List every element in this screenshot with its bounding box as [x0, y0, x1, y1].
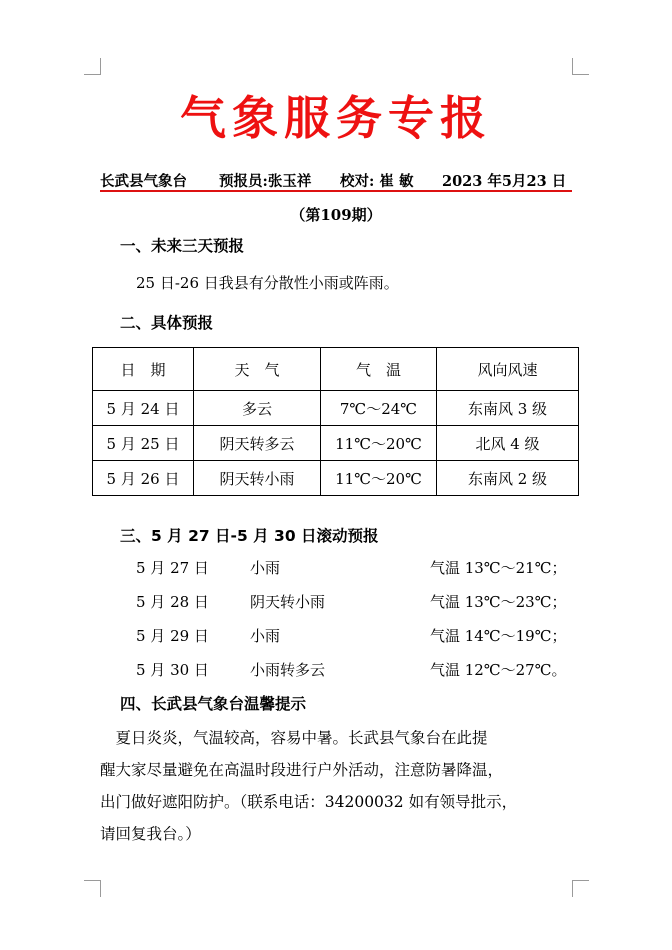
- rolling-weather: 小雨: [250, 627, 281, 645]
- section-heading: 一、未来三天预报: [120, 237, 245, 255]
- forecaster: 预报员:张玉祥: [219, 173, 312, 190]
- cell-date: 5 月 25 日: [93, 426, 194, 461]
- cell-weather: 阴天转小雨: [194, 461, 321, 496]
- cell-wind: 东南风 3 级: [437, 391, 579, 426]
- table-header-row: [93, 348, 579, 391]
- reviewer: 校对: 崔 敏: [340, 173, 414, 190]
- station-name: 长武县气象台: [100, 173, 187, 190]
- cell-weather: 阴天转多云: [194, 426, 321, 461]
- rolling-forecast-row: [136, 659, 576, 681]
- rolling-date: 5 月 30 日: [136, 661, 209, 679]
- rolling-temp: 气温 13℃～21℃；: [430, 559, 567, 577]
- document-title: 气象服务专报: [180, 91, 492, 145]
- rolling-weather: 阴天转小雨: [250, 593, 326, 611]
- page-corner-mark: [572, 58, 589, 75]
- column-header: 气 温: [321, 348, 437, 391]
- section-heading: 二、具体预报: [120, 314, 214, 332]
- cell-weather: 多云: [194, 391, 321, 426]
- tips-line: 请回复我台。）: [100, 825, 201, 843]
- rolling-weather: 小雨: [250, 559, 281, 577]
- three-day-summary: 25 日-26 日我县有分散性小雨或阵雨。: [136, 274, 399, 292]
- cell-wind: 北风 4 级: [437, 426, 579, 461]
- tips-paragraph: [100, 722, 574, 850]
- cell-wind: 东南风 2 级: [437, 461, 579, 496]
- tips-line: 夏日炎炎，气温较高，容易中暑。长武县气象台在此提: [100, 729, 488, 747]
- rolling-temp: 气温 14℃～19℃；: [430, 627, 567, 645]
- header-rule: [100, 190, 572, 192]
- section-heading: 四、长武县气象台温馨提示: [120, 695, 307, 713]
- rolling-forecast-row: [136, 557, 576, 579]
- rolling-forecast-row: [136, 591, 576, 613]
- page-corner-mark: [84, 880, 101, 897]
- issue-number: （第109期）: [290, 206, 382, 224]
- column-header: 天 气: [194, 348, 321, 391]
- cell-temp: 7℃～24℃: [321, 391, 437, 426]
- rolling-temp: 气温 12℃～27℃。: [430, 661, 567, 679]
- rolling-date: 5 月 27 日: [136, 559, 209, 577]
- section-heading: 三、5 月 27 日-5 月 30 日滚动预报: [120, 527, 379, 545]
- issue-date: 2023 年5月23 日: [442, 173, 567, 190]
- rolling-date: 5 月 29 日: [136, 627, 209, 645]
- table-row: [93, 461, 579, 496]
- header-info: [100, 170, 570, 190]
- cell-date: 5 月 24 日: [93, 391, 194, 426]
- tips-line: 出门做好遮阳防护。（联系电话：34200032 如有领导批示，: [100, 793, 518, 811]
- table-row: [93, 426, 579, 461]
- column-header: 风向风速: [437, 348, 579, 391]
- cell-date: 5 月 26 日: [93, 461, 194, 496]
- page-corner-mark: [84, 58, 101, 75]
- rolling-temp: 气温 13℃～23℃；: [430, 593, 567, 611]
- rolling-date: 5 月 28 日: [136, 593, 209, 611]
- cell-temp: 11℃～20℃: [321, 426, 437, 461]
- rolling-weather: 小雨转多云: [250, 661, 326, 679]
- rolling-forecast-row: [136, 625, 576, 647]
- tips-line: 醒大家尽量避免在高温时段进行户外活动，注意防暑降温，: [100, 761, 504, 779]
- cell-temp: 11℃～20℃: [321, 461, 437, 496]
- table-row: [93, 391, 579, 426]
- column-header: 日 期: [93, 348, 194, 391]
- forecast-table: [92, 347, 579, 496]
- page-corner-mark: [572, 880, 589, 897]
